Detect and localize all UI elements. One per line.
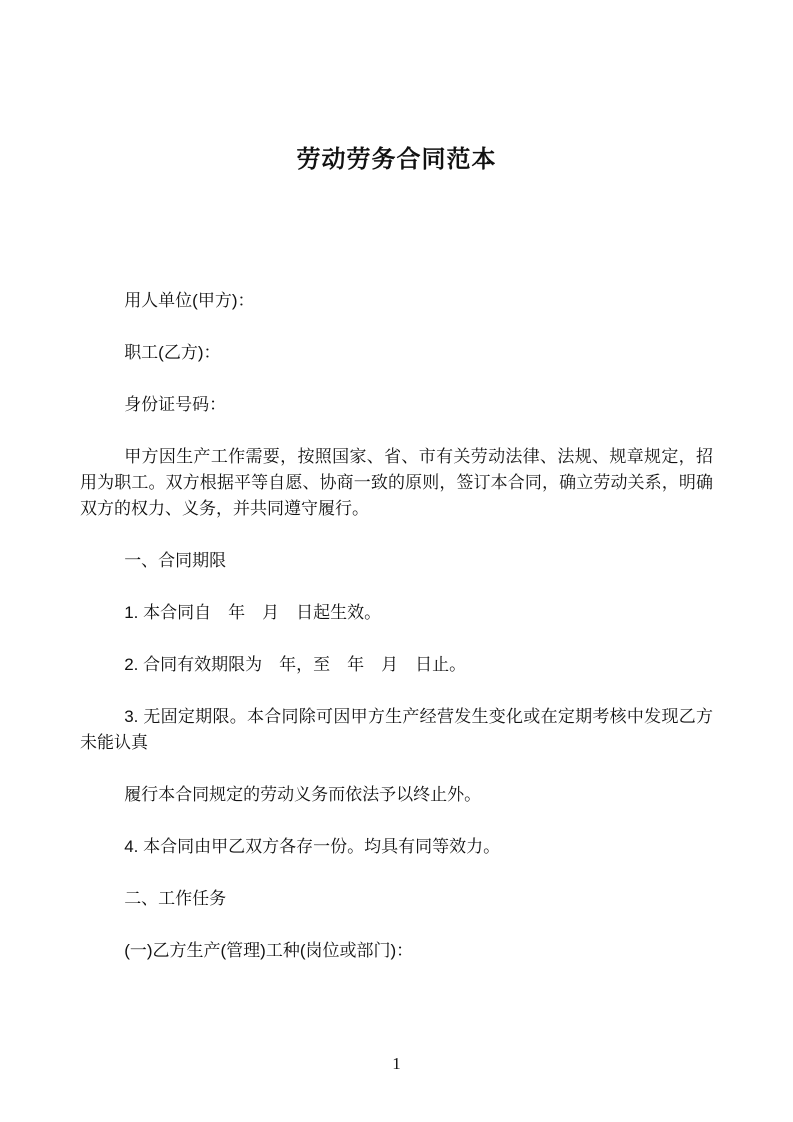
party-employer-line: 用人单位(甲方)： xyxy=(124,291,255,310)
page-number: 1 xyxy=(392,1054,401,1073)
section-1-heading: 一、合同期限 xyxy=(124,551,227,570)
section-1-clause-3: 3. 无固定期限。本合同除可因甲方生产经营发生变化或在定期考核中发现乙方未能认真 xyxy=(80,707,713,752)
section-1-clause-4: 4. 本合同由甲乙双方各存一份。均具有同等效力。 xyxy=(124,837,501,856)
section-1-clause-1: 1. 本合同自 年 月 日起生效。 xyxy=(124,603,382,622)
document-title: 劳动劳务合同范本 xyxy=(296,146,497,173)
preamble-paragraph: 甲方因生产工作需要，按照国家、省、市有关劳动法律、法规、规章规定，招用为职工。双方根据平等自愿、协商一致的原则，签订本合同，确立劳动关系，明确双方的权力、义务，并共同遵守履行。 xyxy=(80,447,713,518)
section-2-clause-1: (一)乙方生产(管理)工种(岗位或部门)： xyxy=(124,941,414,960)
section-1-clause-3-continuation: 履行本合同规定的劳动义务而依法予以终止外。 xyxy=(124,785,482,804)
party-id-number-line: 身份证号码： xyxy=(124,395,227,414)
section-2-heading: 二、工作任务 xyxy=(124,889,227,908)
section-1-clause-2: 2. 合同有效期限为 年，至 年 月 日止。 xyxy=(124,655,467,674)
party-employee-line: 职工(乙方)： xyxy=(124,343,221,362)
